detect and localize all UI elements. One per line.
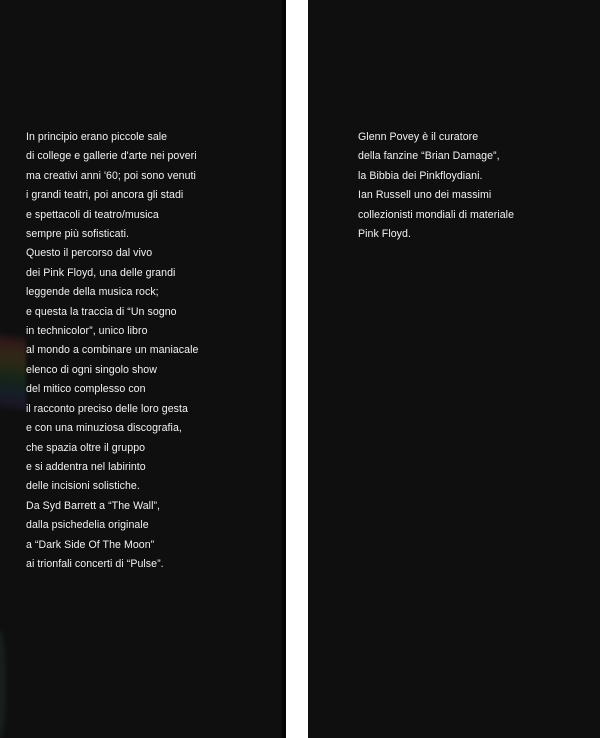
text-line: al mondo a combinare un maniacale [26,344,199,357]
text-line: e con una minuziosa discografia, [26,422,182,435]
text-line: e questa la traccia di “Un sogno [26,305,177,318]
text-line: in technicolor”, unico libro [26,325,148,338]
text-line: che spazia oltre il gruppo [26,441,146,454]
text-line: del mitico complesso con [26,383,146,396]
text-line: ai trionfali concerti di “Pulse”. [26,557,164,570]
text-line: e spettacoli di teatro/musica [26,208,159,221]
right-page-text [358,128,514,244]
right-page [308,0,600,738]
text-line: ma creativi anni '60; poi sono venuti [26,169,196,182]
text-line: e si addentra nel labirinto [26,460,146,473]
text-line: sempre più sofisticati. [26,228,130,241]
text-line: il racconto preciso delle loro gesta [26,402,188,415]
text-line: della fanzine “Brian Damage”, [358,150,500,163]
text-line: a “Dark Side Of The Moon” [26,538,155,551]
page-gutter [286,0,308,738]
text-line: In principio erano piccole sale [26,131,168,143]
text-line: Glenn Povey è il curatore [358,131,479,143]
text-line: i grandi teatri, poi ancora gli stadi [26,189,184,202]
text-line: elenco di ogni singolo show [26,363,157,376]
text-line: Da Syd Barrett a “The Wall”, [26,499,161,512]
edge-glow-graphic [0,630,6,738]
text-line: Pink Floyd. [358,228,411,241]
text-line: collezionisti mondiali di materiale [358,208,515,221]
text-line: Ian Russell uno dei massimi [358,189,492,202]
text-line: leggende della musica rock; [26,286,159,299]
text-line: di college e gallerie d'arte nei poveri [26,150,197,163]
text-line: dei Pink Floyd, una delle grandi [26,266,176,279]
text-line: delle incisioni solistiche. [26,480,140,493]
text-line: Questo il percorso dal vivo [26,247,153,260]
left-page [0,0,286,738]
text-line: la Bibbia dei Pinkfloydiani. [358,169,483,182]
rainbow-spectrum-graphic [0,329,26,414]
text-line: dalla psichedelia originale [26,519,149,532]
left-page-text [26,128,198,574]
